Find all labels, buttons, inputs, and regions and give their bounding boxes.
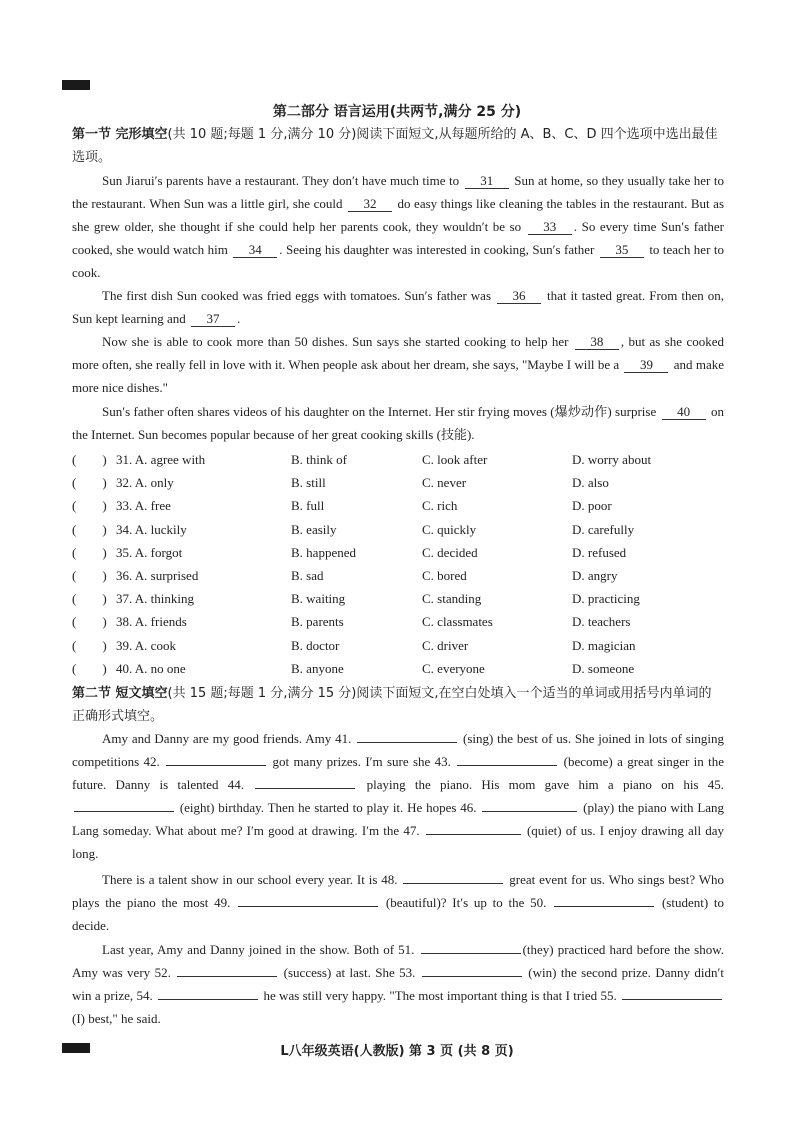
- fill-blank-54[interactable]: [158, 986, 258, 1000]
- option-row-32: [72, 471, 732, 494]
- blank-40[interactable]: 40: [662, 404, 706, 420]
- option-c[interactable]: C. look after: [422, 452, 488, 467]
- fill-blank-48[interactable]: [403, 870, 503, 884]
- answer-paren[interactable]: ( ): [72, 452, 107, 467]
- blank-35[interactable]: 35: [600, 242, 644, 258]
- option-b[interactable]: B. anyone: [291, 660, 344, 676]
- answer-paren[interactable]: ( ): [72, 544, 107, 560]
- option-a[interactable]: 34. A. luckily: [116, 521, 187, 537]
- option-d[interactable]: D. also: [572, 475, 609, 491]
- answer-paren[interactable]: ( ): [72, 591, 107, 607]
- option-a[interactable]: 33. A. free: [116, 498, 171, 514]
- answer-paren[interactable]: ( ): [72, 660, 107, 676]
- option-b[interactable]: B. doctor: [291, 637, 340, 653]
- option-c[interactable]: C. driver: [422, 637, 469, 653]
- option-row-39: [72, 634, 732, 657]
- option-a[interactable]: 31. A. agree with: [116, 452, 206, 467]
- fill-blank-46[interactable]: [482, 798, 577, 812]
- option-b[interactable]: B. happened: [291, 544, 356, 560]
- option-a[interactable]: 40. A. no one: [116, 660, 186, 676]
- option-c[interactable]: C. classmates: [422, 614, 493, 630]
- option-a[interactable]: 37. A. thinking: [116, 591, 195, 607]
- blank-38[interactable]: 38: [575, 334, 619, 350]
- fill-paragraph-2: There is a talent show in our school every year. It is 48. great event for us. Who sings best? Who plays the piano the most 49. (beautiful)? It′s up to the 50. (student) to decide.: [72, 872, 725, 933]
- answer-paren[interactable]: ( ): [72, 637, 107, 653]
- section1-heading: [72, 123, 724, 169]
- blank-36[interactable]: 36: [497, 288, 541, 304]
- option-d[interactable]: D. poor: [572, 498, 612, 514]
- answer-paren[interactable]: ( ): [72, 567, 107, 583]
- option-b[interactable]: B. parents: [291, 614, 344, 630]
- fill-blank-45[interactable]: [74, 798, 174, 812]
- section1-instruction: (共 10 题;每题 1 分,满分 10 分)阅读下面短文,从每题所给的 A、B、C、D 四个选项中选出最佳选项。: [72, 127, 718, 165]
- option-c[interactable]: C. never: [422, 475, 467, 491]
- corner-registration-mark: [62, 80, 90, 90]
- option-c[interactable]: C. bored: [422, 567, 467, 583]
- option-b[interactable]: B. waiting: [291, 591, 346, 607]
- fill-blank-47[interactable]: [426, 821, 521, 835]
- part-title: 第二部分 语言运用(共两节,满分 25 分): [272, 104, 522, 120]
- option-c[interactable]: C. everyone: [422, 660, 485, 676]
- section2-title: 第二节 短文填空: [72, 686, 168, 701]
- option-row-31: [72, 448, 732, 471]
- option-d[interactable]: D. someone: [572, 660, 635, 676]
- option-a[interactable]: 35. A. forgot: [116, 544, 183, 560]
- answer-paren[interactable]: ( ): [72, 498, 107, 514]
- option-row-38: [72, 610, 732, 633]
- option-c[interactable]: C. rich: [422, 498, 458, 514]
- cloze-paragraph-1: Sun Jiarui′s parents have a restaurant. They don′t have much time to 31 Sun at home, so they usually take her to the restaurant. When Sun was a little girl, she could 32 do easy things like cleaning the tables in the restaurant. But as she grew older, she thought if she could help her parents cook, they wouldn′t be so 33 . So every time Sun′s father cooked, she would watch him 34 . Seeing his daughter was interested in cooking, Sun′s father 35 to teach her to cook.: [72, 173, 725, 280]
- answer-paren[interactable]: ( ): [72, 614, 107, 630]
- option-row-33: [72, 494, 732, 517]
- option-row-36: [72, 564, 732, 587]
- option-d[interactable]: D. teachers: [572, 614, 631, 630]
- fill-blank-50[interactable]: [554, 893, 654, 907]
- fill-paragraph-1: Amy and Danny are my good friends. Amy 41. (sing) the best of us. She joined in lots of singing competitions 42. got many prizes. I′m sure she 43. (become) a great singer in the future. Danny is talented 44. playing the piano. His mom gave him a piano on his 45. (eight) birthday. Then he started to play it. He hopes 46. (play) the piano with Lang Lang someday. What about me? I′m good at drawing. I′m the 47. (quiet) of us. I enjoy drawing all day long.: [72, 731, 725, 861]
- option-row-35: [72, 541, 732, 564]
- fill-blank-42[interactable]: [166, 752, 266, 766]
- option-row-40: [72, 657, 732, 680]
- cloze-paragraph-3: Now she is able to cook more than 50 dishes. Sun says she started cooking to help her 38 , but as she cooked more often, she really fell in love with it. When people ask about her dream, she says, "Maybe I will be a 39 and make more nice dishes.": [72, 334, 725, 395]
- option-b[interactable]: B. think of: [291, 452, 347, 467]
- blank-34[interactable]: 34: [233, 242, 277, 258]
- option-d[interactable]: D. carefully: [572, 521, 635, 537]
- fill-blank-41[interactable]: [357, 729, 457, 743]
- option-a[interactable]: 32. A. only: [116, 475, 174, 491]
- option-d[interactable]: D. angry: [572, 567, 618, 583]
- fill-blank-53[interactable]: [422, 963, 522, 977]
- fill-blank-44[interactable]: [255, 775, 355, 789]
- option-c[interactable]: C. decided: [422, 544, 478, 560]
- fill-blank-52[interactable]: [177, 963, 277, 977]
- section2-instruction: (共 15 题;每题 1 分,满分 15 分)阅读下面短文,在空白处填入一个适当的单词或用括号内单词的正确形式填空。: [72, 686, 712, 724]
- option-b[interactable]: B. easily: [291, 521, 337, 537]
- page-footer: L八年级英语(人教版) 第 3 页 (共 8 页): [280, 1044, 514, 1059]
- blank-32[interactable]: 32: [348, 196, 392, 212]
- options-table: [72, 448, 732, 680]
- option-d[interactable]: D. magician: [572, 637, 636, 653]
- cloze-paragraph-2: The first dish Sun cooked was fried eggs with tomatoes. Sun′s father was 36 that it tasted great. From then on, Sun kept learning and 37 .: [72, 288, 725, 326]
- option-row-34: [72, 518, 732, 541]
- blank-33[interactable]: 33: [528, 219, 572, 235]
- option-d[interactable]: D. worry about: [572, 452, 652, 467]
- blank-31[interactable]: 31: [465, 173, 509, 189]
- option-a[interactable]: 36. A. surprised: [116, 567, 199, 583]
- fill-blank-43[interactable]: [457, 752, 557, 766]
- cloze-paragraph-4: Sun′s father often shares videos of his daughter on the Internet. Her stir frying moves (爆炒动作) surprise 40 on the Internet. Sun becomes popular because of her great cooking skills (技能).: [72, 404, 725, 442]
- option-b[interactable]: B. sad: [291, 567, 324, 583]
- option-b[interactable]: B. still: [291, 475, 326, 491]
- option-a[interactable]: 39. A. cook: [116, 637, 176, 653]
- answer-paren[interactable]: ( ): [72, 521, 107, 537]
- option-a[interactable]: 38. A. friends: [116, 614, 187, 630]
- option-row-37: [72, 587, 732, 610]
- option-b[interactable]: B. full: [291, 498, 325, 514]
- option-d[interactable]: D. refused: [572, 544, 627, 560]
- blank-39[interactable]: 39: [624, 357, 668, 373]
- fill-blank-51[interactable]: [421, 940, 521, 954]
- fill-blank-49[interactable]: [238, 893, 378, 907]
- option-c[interactable]: C. quickly: [422, 521, 477, 537]
- section2-heading: [72, 682, 724, 728]
- section1-title: 第一节 完形填空: [72, 127, 168, 142]
- option-c[interactable]: C. standing: [422, 591, 482, 607]
- blank-37[interactable]: 37: [191, 311, 235, 327]
- fill-blank-55[interactable]: [622, 986, 722, 1000]
- fill-paragraph-3: Last year, Amy and Danny joined in the show. Both of 51. (they) practiced hard before the show. Amy was very 52. (success) at last. She 53. (win) the second prize. Danny didn′t win a prize, 54. he was still very happy. "The most important thing is that I tried 55. (I) best," he said.: [72, 942, 724, 1026]
- option-d[interactable]: D. practicing: [572, 591, 640, 607]
- answer-paren[interactable]: ( ): [72, 475, 107, 491]
